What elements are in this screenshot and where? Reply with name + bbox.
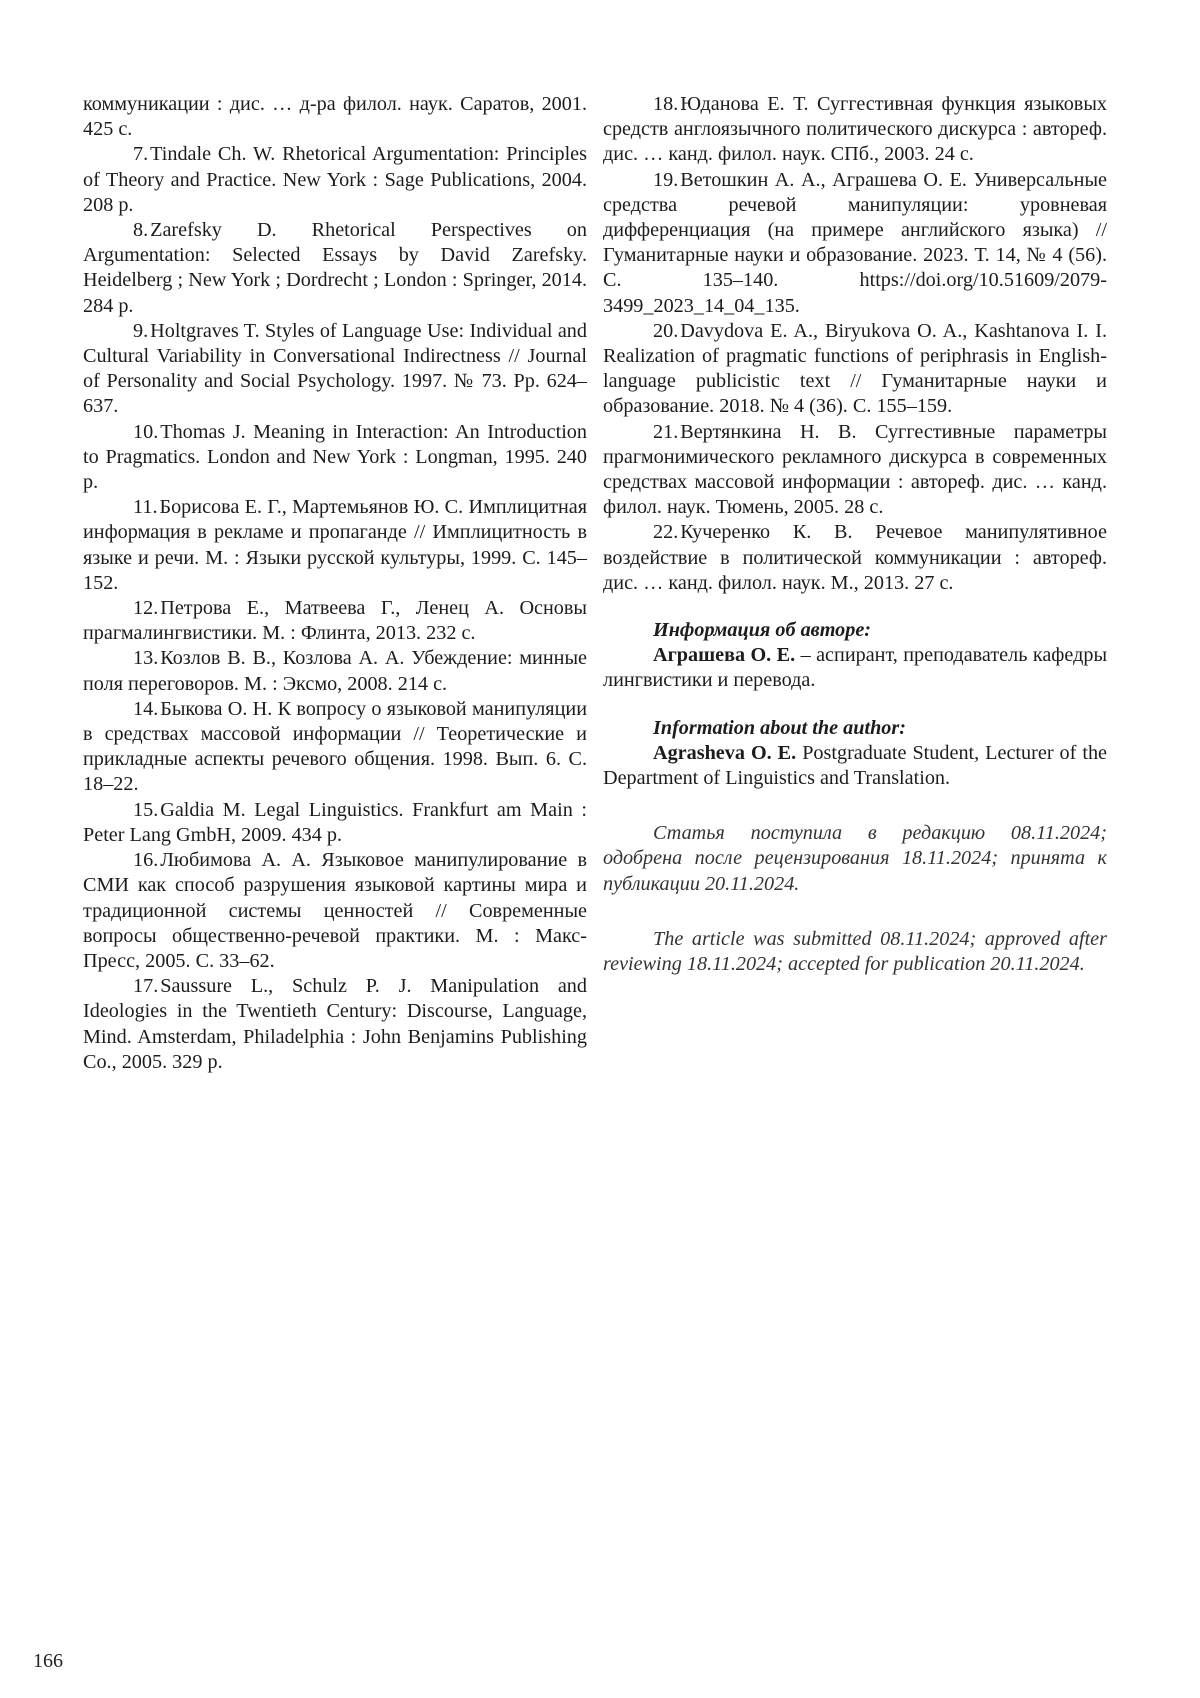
reference-text: Любимова А. А. Языковое манипулирование в СМИ как способ разрушения языковой картины мира и традиционной системы ценностей // Современные вопросы общественно-речевой практики. М. : Макс-Пресс, 2005. С. 33–62. [83,849,587,972]
reference-text: Кучеренко К. В. Речевое манипулятивное воздействие в политической коммуникации : автореф. дис. … канд. филол. наук. М., 2013. 27 с. [603,521,1107,594]
reference-item [83,319,587,420]
article-dates-ru: Статья поступила в редакцию 08.11.2024; одобрена после рецензирования 18.11.2024; принята к публикации 20.11.2024. [603,822,1107,895]
reference-text: Юданова Е. Т. Суггестивная функция языковых средств англоязычного политического дискурса : автореф. дис. … канд. филол. наук. СПб., 2003. 24 с. [603,93,1107,166]
reference-item [603,520,1107,596]
reference-number: 11. [133,496,158,519]
reference-continuation: коммуникации : дис. … д-ра филол. наук. Саратов, 2001. 425 с. [83,93,587,141]
author-name-en: Agrasheva O. E. [653,741,797,764]
author-info-ru [603,618,1107,694]
reference-number: 16. [133,849,159,872]
author-text-en [603,741,1107,791]
reference-number: 12. [133,597,159,620]
reference-number: 8. [133,219,149,242]
reference-number: 17. [133,975,159,998]
reference-item [83,974,587,1075]
author-description-en: Postgraduate Student, Lecturer of the Department of Linguistics and Translation. [603,741,1107,790]
reference-number: 14. [133,697,159,720]
reference-item [83,798,587,848]
reference-text: Tindale Ch. W. Rhetorical Argumentation: Principles of Theory and Practice. New York : Sage Publications, 2004. 208 p. [83,143,587,216]
reference-item [83,495,587,596]
reference-text: Holtgraves T. Styles of Language Use: Individual and Cultural Variability in Conversational Indirectness // Journal of Personality and Social Psychology. 1997. № 73. Pp. 624–637. [83,319,587,418]
author-text-ru [603,643,1107,693]
page-number: 166 [33,1650,63,1672]
reference-item [83,218,587,319]
reference-text: Быкова О. Н. К вопросу о языковой манипуляции в средствах массовой информации // Теоретические и прикладные аспекты речевого общения. 1998. Вып. 6. С. 18–22. [83,697,587,796]
author-heading-ru: Информация об авторе: [653,619,872,642]
reference-number: 21. [653,420,679,443]
reference-number: 15. [133,798,159,821]
reference-text: Вертянкина Н. В. Суггестивные параметры прагмонимического рекламного дискурса в современных средствах массовой информации : автореф. дис. … канд. филол. наук. Тюмень, 2005. 28 с. [603,420,1107,519]
reference-item [603,168,1107,319]
reference-item [83,142,587,218]
reference-text: Борисова Е. Г., Мартемьянов Ю. С. Имплицитная информация в рекламе и пропаганде // Имплицитность в языке и речи. М. : Языки русской культуры, 1999. С. 145–152. [83,496,587,594]
author-name-ru: Аграшева О. Е. [653,644,796,667]
reference-item [603,92,1107,168]
reference-text: Ветошкин А. А., Аграшева О. Е. Универсальные средства речевой манипуляции: уровневая дифференциация (на примере английского языка) // Гуманитарные науки и образование. 2023. Т. 14, № 4 (56). С. 135–140. https://doi.org/10.51609/2079-3499_2023_14_04_135. [603,168,1107,317]
reference-number: 19. [653,168,679,191]
reference-item [83,646,587,696]
reference-item [603,319,1107,420]
reference-number: 22. [653,521,679,544]
reference-text: Козлов В. В., Козлова А. А. Убеждение: минные поля переговоров. М. : Эксмо, 2008. 214 с. [83,647,587,695]
left-column [83,92,587,1075]
right-column [603,92,1107,977]
article-dates-en: The article was submitted 08.11.2024; approved after reviewing 18.11.2024; accepted for publication 20.11.2024. [603,927,1107,976]
reference-item [603,420,1107,521]
reference-number: 9. [133,319,149,342]
reference-text: Galdia M. Legal Linguistics. Frankfurt am Main : Peter Lang GmbH, 2009. 434 p. [83,798,587,846]
reference-text: Thomas J. Meaning in Interaction: An Introduction to Pragmatics. London and New York : Longman, 1995. 240 p. [83,420,587,494]
reference-item [83,697,587,798]
reference-number: 10. [133,420,159,443]
reference-number: 13. [133,647,159,670]
reference-text: Davydova E. A., Biryukova O. A., Kashtanova I. I. Realization of pragmatic functions of periphrasis in English-language publicistic text // Гуманитарные науки и образование. 2018. № 4 (36). С. 155–159. [603,319,1107,418]
reference-number: 20. [653,319,679,342]
author-info-en [603,716,1107,792]
author-heading-en: Information about the author: [653,716,906,739]
reference-text: Zarefsky D. Rhetorical Perspectives on Argumentation: Selected Essays by David Zarefsky. Heidelberg ; New York ; Dordrecht ; London : Springer, 2014. 284 p. [83,219,587,317]
reference-text: Saussure L., Schulz P. J. Manipulation and Ideologies in the Twentieth Century: Discourse, Language, Mind. Amsterdam, Philadelphia : John Benjamins Publishing Co., 2005. 329 p. [83,975,587,1073]
reference-text: Петрова Е., Матвеева Г., Ленец А. Основы прагмалингвистики. М. : Флинта, 2013. 232 с. [83,597,587,645]
reference-number: 18. [653,93,679,115]
author-description-ru: – аспирант, преподаватель кафедры лингвистики и перевода. [603,644,1108,692]
reference-item [83,420,587,496]
reference-number: 7. [133,143,149,166]
reference-item [83,848,587,974]
reference-item [83,596,587,646]
